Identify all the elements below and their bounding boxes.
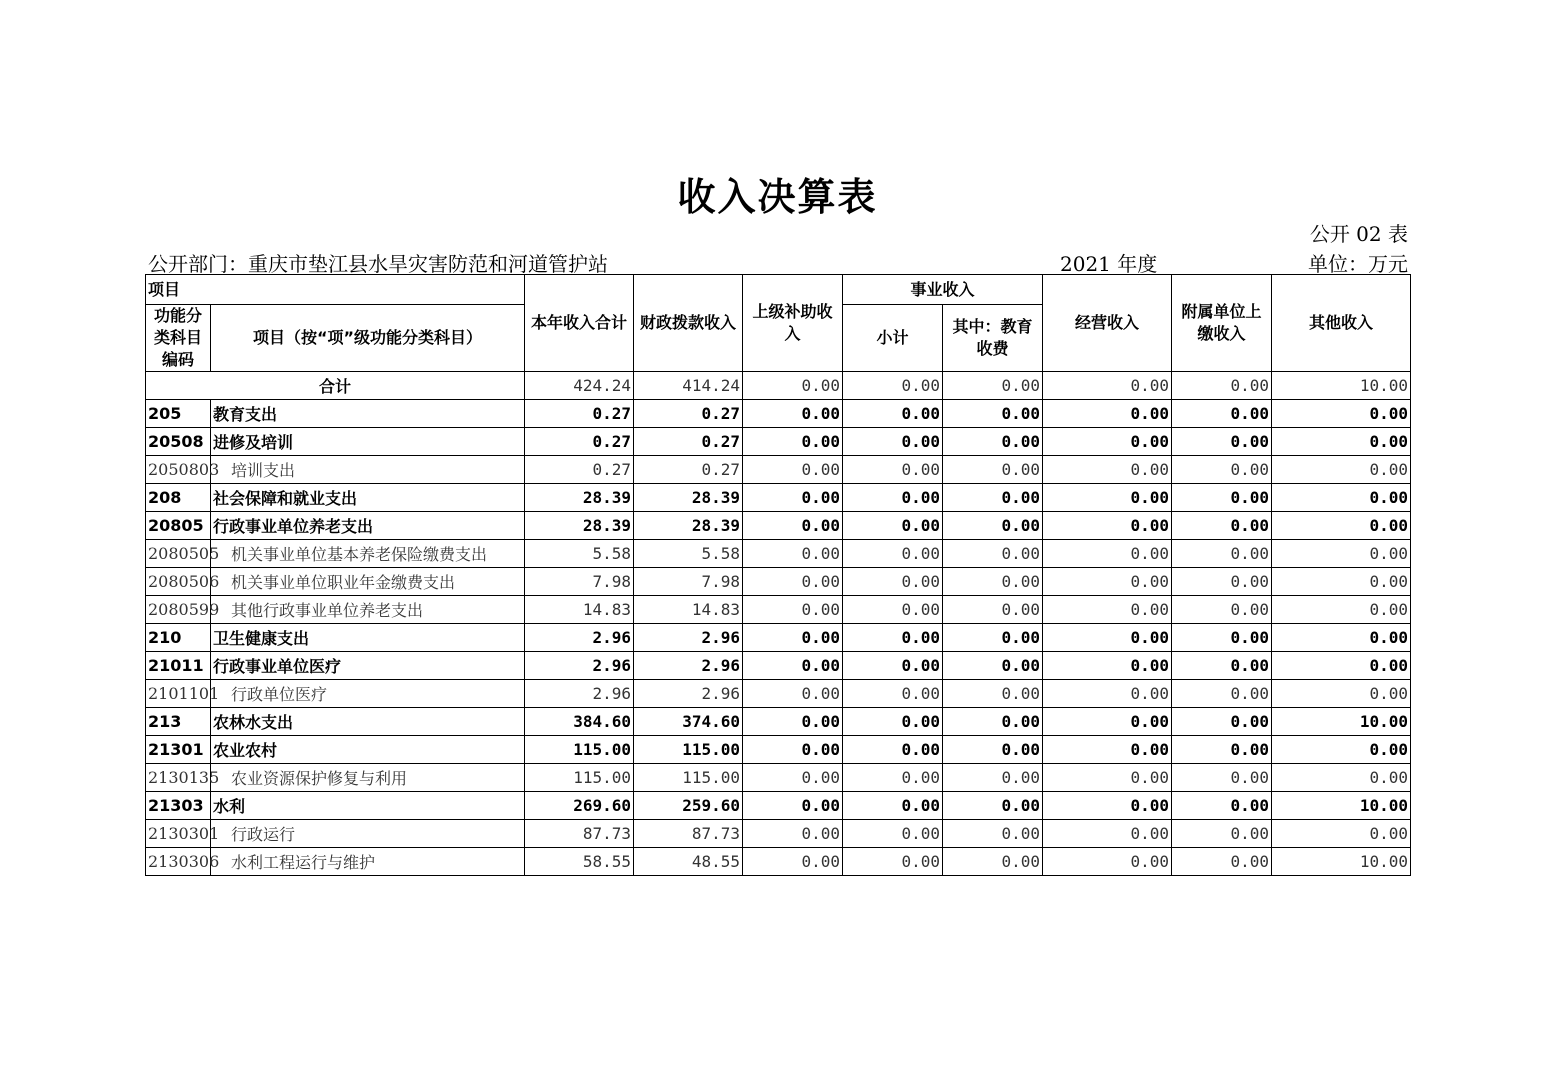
row-name: 水利: [211, 792, 525, 820]
row-value: 374.60: [634, 708, 743, 736]
row-code: 213: [146, 708, 211, 736]
row-value: 0.00: [843, 792, 943, 820]
row-code: 21301: [146, 736, 211, 764]
table-row: [146, 596, 1411, 624]
row-name: 行政事业单位养老支出: [211, 512, 525, 540]
row-value: 0.27: [525, 428, 634, 456]
row-value: 0.00: [943, 624, 1043, 652]
row-value: 5.58: [525, 540, 634, 568]
row-value: 384.60: [525, 708, 634, 736]
header-other-income: 其他收入: [1272, 275, 1411, 372]
row-code: 208: [146, 484, 211, 512]
row-value: 0.00: [1043, 764, 1172, 792]
row-value: 10.00: [1272, 792, 1411, 820]
row-value: 0.00: [843, 568, 943, 596]
row-value: 0.00: [743, 400, 843, 428]
row-value: 0.00: [943, 456, 1043, 484]
table-row: [146, 652, 1411, 680]
row-value: 0.00: [1172, 708, 1272, 736]
row-code: 21303: [146, 792, 211, 820]
row-value: 0.00: [1172, 456, 1272, 484]
table-row: [146, 540, 1411, 568]
row-name: 进修及培训: [211, 428, 525, 456]
fiscal-year: 2021 年度: [1060, 252, 1158, 276]
header-total-income: 本年收入合计: [525, 275, 634, 372]
row-value: 0.00: [743, 428, 843, 456]
row-value: 0.00: [943, 680, 1043, 708]
total-cell: 0.00: [943, 372, 1043, 400]
header-affiliated-income: 附属单位上缴收入: [1172, 275, 1272, 372]
form-number: 公开 02 表: [1309, 222, 1408, 246]
row-value: 0.27: [525, 456, 634, 484]
row-value: 0.00: [743, 596, 843, 624]
row-value: 0.00: [1272, 568, 1411, 596]
row-value: 87.73: [525, 820, 634, 848]
row-value: 0.00: [843, 512, 943, 540]
header-education-fee: 其中：教育收费: [943, 305, 1043, 372]
row-value: 0.00: [1043, 848, 1172, 876]
row-value: 0.00: [843, 652, 943, 680]
row-value: 0.00: [1172, 400, 1272, 428]
row-value: 0.00: [1043, 820, 1172, 848]
table-row: [146, 736, 1411, 764]
row-value: 58.55: [525, 848, 634, 876]
row-value: 10.00: [1272, 708, 1411, 736]
row-value: 7.98: [634, 568, 743, 596]
row-value: 0.00: [943, 428, 1043, 456]
row-value: 0.00: [943, 596, 1043, 624]
row-value: 0.00: [843, 596, 943, 624]
row-code: 210: [146, 624, 211, 652]
row-value: 0.00: [1272, 456, 1411, 484]
row-value: 0.00: [1043, 736, 1172, 764]
row-value: 0.00: [843, 820, 943, 848]
row-value: 0.00: [1272, 512, 1411, 540]
header-fiscal-appropriation: 财政拨款收入: [634, 275, 743, 372]
table-row: [146, 624, 1411, 652]
row-code: 2050803: [146, 456, 211, 484]
row-value: 0.00: [743, 708, 843, 736]
row-value: 269.60: [525, 792, 634, 820]
currency-unit: 单位：万元: [1308, 252, 1408, 276]
table-row: [146, 512, 1411, 540]
row-name: 教育支出: [211, 400, 525, 428]
row-value: 0.00: [1172, 540, 1272, 568]
header-superior-subsidy: 上级补助收入: [743, 275, 843, 372]
total-label: 合计: [146, 372, 525, 400]
row-code: 2080506: [146, 568, 211, 596]
row-value: 0.00: [1043, 484, 1172, 512]
row-value: 0.00: [1043, 680, 1172, 708]
row-value: 0.00: [943, 568, 1043, 596]
total-cell: 0.00: [743, 372, 843, 400]
row-name: 培训支出: [211, 456, 525, 484]
row-code: 20805: [146, 512, 211, 540]
row-value: 7.98: [525, 568, 634, 596]
header-project: 项目: [146, 275, 525, 305]
row-value: 0.00: [943, 848, 1043, 876]
row-value: 0.00: [1172, 792, 1272, 820]
row-value: 0.00: [843, 736, 943, 764]
row-code: 2130306: [146, 848, 211, 876]
row-value: 0.00: [743, 764, 843, 792]
row-code: 2101101: [146, 680, 211, 708]
row-value: 0.00: [1043, 708, 1172, 736]
row-value: 0.00: [1043, 512, 1172, 540]
row-code: 2130301: [146, 820, 211, 848]
row-value: 0.00: [943, 540, 1043, 568]
row-value: 0.00: [743, 848, 843, 876]
row-value: 0.00: [1043, 624, 1172, 652]
row-value: 0.00: [1272, 540, 1411, 568]
row-value: 0.00: [1043, 596, 1172, 624]
row-value: 0.00: [843, 456, 943, 484]
row-value: 0.00: [743, 540, 843, 568]
header-row-1: [146, 275, 1411, 305]
row-value: 0.00: [1272, 652, 1411, 680]
row-value: 0.00: [843, 624, 943, 652]
row-name: 机关事业单位职业年金缴费支出: [211, 568, 525, 596]
row-value: 259.60: [634, 792, 743, 820]
row-value: 5.58: [634, 540, 743, 568]
row-value: 115.00: [525, 736, 634, 764]
row-value: 115.00: [634, 736, 743, 764]
row-value: 0.00: [843, 400, 943, 428]
table-row: [146, 820, 1411, 848]
row-value: 0.27: [525, 400, 634, 428]
total-cell: 0.00: [1043, 372, 1172, 400]
row-value: 0.00: [1172, 624, 1272, 652]
row-value: 0.27: [634, 456, 743, 484]
row-value: 0.00: [1172, 568, 1272, 596]
table-row: [146, 456, 1411, 484]
table-row: [146, 484, 1411, 512]
header-subtotal: 小计: [843, 305, 943, 372]
row-value: 0.00: [743, 820, 843, 848]
table-row: [146, 568, 1411, 596]
row-value: 0.00: [943, 764, 1043, 792]
row-value: 0.00: [843, 848, 943, 876]
row-value: 0.00: [743, 624, 843, 652]
row-value: 14.83: [634, 596, 743, 624]
row-value: 0.00: [943, 820, 1043, 848]
row-value: 0.00: [943, 652, 1043, 680]
row-value: 0.00: [743, 680, 843, 708]
table-row: [146, 792, 1411, 820]
income-statement-table: [145, 274, 1411, 876]
row-value: 10.00: [1272, 848, 1411, 876]
row-value: 0.00: [743, 456, 843, 484]
row-value: 0.00: [943, 792, 1043, 820]
row-value: 0.00: [743, 652, 843, 680]
row-value: 0.00: [1043, 456, 1172, 484]
row-value: 0.00: [743, 568, 843, 596]
row-value: 0.00: [743, 736, 843, 764]
row-value: 0.00: [843, 680, 943, 708]
total-row: [146, 372, 1411, 400]
row-value: 0.00: [1172, 680, 1272, 708]
row-value: 0.00: [1043, 400, 1172, 428]
total-cell: 10.00: [1272, 372, 1411, 400]
row-value: 2.96: [634, 680, 743, 708]
row-value: 28.39: [634, 512, 743, 540]
row-value: 48.55: [634, 848, 743, 876]
row-value: 115.00: [525, 764, 634, 792]
row-code: 205: [146, 400, 211, 428]
table-row: [146, 400, 1411, 428]
row-value: 0.00: [1172, 512, 1272, 540]
row-value: 0.00: [943, 512, 1043, 540]
row-name: 其他行政事业单位养老支出: [211, 596, 525, 624]
row-value: 0.00: [1172, 764, 1272, 792]
row-name: 农业资源保护修复与利用: [211, 764, 525, 792]
row-name: 农业农村: [211, 736, 525, 764]
row-code: 20508: [146, 428, 211, 456]
row-name: 行政单位医疗: [211, 680, 525, 708]
total-cell: 414.24: [634, 372, 743, 400]
row-value: 0.00: [1272, 624, 1411, 652]
row-name: 行政运行: [211, 820, 525, 848]
row-code: 2130135: [146, 764, 211, 792]
row-value: 0.00: [1172, 596, 1272, 624]
row-value: 2.96: [525, 680, 634, 708]
row-value: 0.00: [1272, 764, 1411, 792]
row-value: 0.00: [843, 540, 943, 568]
row-value: 0.00: [1272, 820, 1411, 848]
row-value: 0.00: [1272, 680, 1411, 708]
row-value: 0.27: [634, 428, 743, 456]
row-value: 0.00: [1043, 652, 1172, 680]
table-row: [146, 428, 1411, 456]
row-code: 21011: [146, 652, 211, 680]
row-value: 28.39: [634, 484, 743, 512]
header-operating-income: 经营收入: [1043, 275, 1172, 372]
total-cell: 424.24: [525, 372, 634, 400]
row-value: 0.00: [843, 764, 943, 792]
row-name: 卫生健康支出: [211, 624, 525, 652]
row-name: 社会保障和就业支出: [211, 484, 525, 512]
row-value: 0.00: [1172, 820, 1272, 848]
row-value: 0.00: [1172, 484, 1272, 512]
row-value: 0.00: [1043, 792, 1172, 820]
table-row: [146, 764, 1411, 792]
row-value: 0.00: [743, 792, 843, 820]
row-value: 0.00: [1043, 540, 1172, 568]
header-code: 功能分类科目编码: [146, 305, 211, 372]
row-name: 农林水支出: [211, 708, 525, 736]
department-label: 公开部门：重庆市垫江县水旱灾害防范和河道管护站: [148, 252, 608, 276]
row-value: 0.00: [1172, 848, 1272, 876]
row-name: 机关事业单位基本养老保险缴费支出: [211, 540, 525, 568]
row-value: 0.00: [943, 736, 1043, 764]
total-cell: 0.00: [843, 372, 943, 400]
row-value: 0.00: [1172, 652, 1272, 680]
row-value: 0.00: [1272, 736, 1411, 764]
row-value: 0.00: [1172, 428, 1272, 456]
row-value: 0.00: [1043, 428, 1172, 456]
header-business-income: 事业收入: [843, 275, 1043, 305]
header-item-name: 项目（按“项”级功能分类科目）: [211, 305, 525, 372]
row-value: 0.00: [1272, 400, 1411, 428]
row-value: 2.96: [525, 652, 634, 680]
row-value: 28.39: [525, 484, 634, 512]
page-title: 收入决算表: [677, 175, 878, 219]
row-value: 87.73: [634, 820, 743, 848]
row-value: 115.00: [634, 764, 743, 792]
row-value: 2.96: [525, 624, 634, 652]
row-value: 0.00: [1172, 736, 1272, 764]
row-name: 行政事业单位医疗: [211, 652, 525, 680]
row-value: 2.96: [634, 624, 743, 652]
row-value: 14.83: [525, 596, 634, 624]
row-value: 0.00: [1272, 596, 1411, 624]
row-value: 0.00: [743, 484, 843, 512]
row-code: 2080505: [146, 540, 211, 568]
row-value: 2.96: [634, 652, 743, 680]
row-value: 0.00: [1043, 568, 1172, 596]
row-value: 0.00: [943, 708, 1043, 736]
row-name: 水利工程运行与维护: [211, 848, 525, 876]
row-code: 2080599: [146, 596, 211, 624]
row-value: 0.00: [743, 512, 843, 540]
row-value: 0.00: [1272, 484, 1411, 512]
table-row: [146, 708, 1411, 736]
row-value: 0.00: [843, 428, 943, 456]
row-value: 0.00: [943, 400, 1043, 428]
row-value: 0.00: [943, 484, 1043, 512]
row-value: 0.00: [1272, 428, 1411, 456]
total-cell: 0.00: [1172, 372, 1272, 400]
row-value: 0.00: [843, 484, 943, 512]
row-value: 0.00: [843, 708, 943, 736]
table-row: [146, 680, 1411, 708]
row-value: 28.39: [525, 512, 634, 540]
table-row: [146, 848, 1411, 876]
row-value: 0.27: [634, 400, 743, 428]
